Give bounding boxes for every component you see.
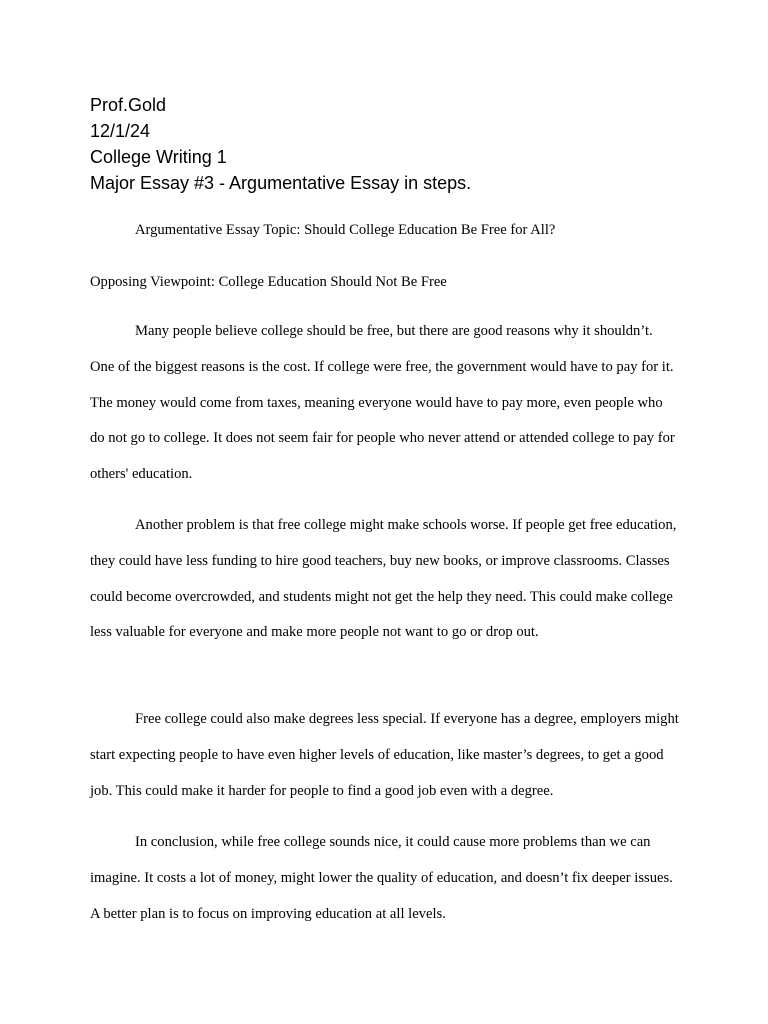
professor-name: Prof.Gold: [90, 95, 167, 115]
paragraph-cost: Many people believe college should be free, but there are good reasons why it shouldn’t. One of the biggest reasons is the cost. If college were free, the government would have to pay for it. The money would come from taxes, meaning everyone would have to pay more, even people who do not go to college. It does not seem fair for people who never attend or attended college to pay for others' education.: [90, 323, 675, 483]
paragraph-conclusion: In conclusion, while free college sounds nice, it could cause more problems than we can imagine. It costs a lot of money, might lower the quality of education, and doesn’t fix deeper issues. A better plan is to focus on improving education at all levels.: [90, 834, 673, 922]
paragraph-quality: Another problem is that free college might make schools worse. If people get free education, they could have less funding to hire good teachers, buy new books, or improve classrooms. Classes could become overcrowded, and students might not get the help they need. This could make college less valuable for everyone and make more people not want to go or drop out.: [90, 517, 677, 641]
essay-topic: Argumentative Essay Topic: Should College Education Be Free for All?: [135, 222, 556, 238]
essay-date: 12/1/24: [90, 121, 151, 141]
assignment-title: Major Essay #3 - Argumentative Essay in steps.: [90, 173, 472, 193]
essay-header: [90, 92, 471, 196]
paragraph-degrees: Free college could also make degrees less special. If everyone has a degree, employers might start expecting people to have even higher levels of education, like master’s degrees, to get a good job. This could make it harder for people to find a good job even with a degree.: [90, 711, 679, 799]
opposing-viewpoint: Opposing Viewpoint: College Education Should Not Be Free: [90, 274, 447, 290]
course-name: College Writing 1: [90, 147, 227, 167]
